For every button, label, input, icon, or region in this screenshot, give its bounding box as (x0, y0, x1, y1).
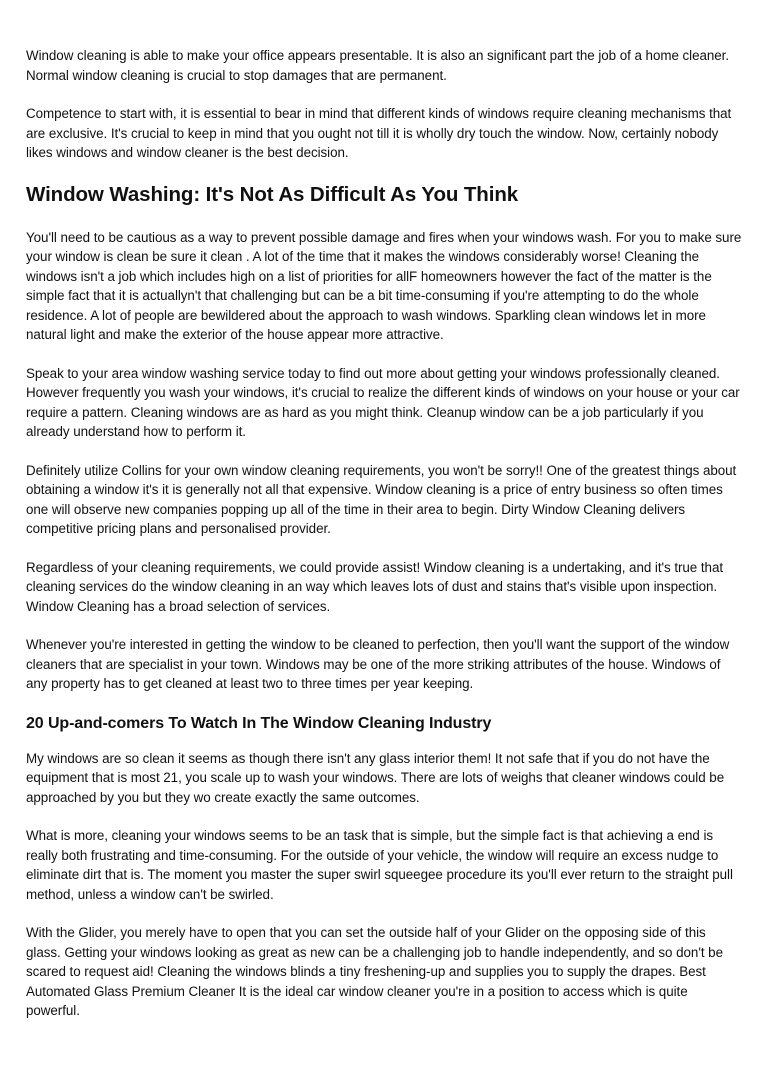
paragraph-glider: With the Glider, you merely have to open that you can set the outside half of your Glider on the opposing side of this glass. Getting your windows looking as great as new can be a challenging job to handle independently, and so don't be scared to request aid! Cleaning the windows blinds a tiny freshening-up and supplies you to supply the drapes. Best Automated Glass Premium Cleaner It is the ideal car window cleaner you're in a position to access which is quite powerful. (26, 925, 723, 1018)
paragraph-perfection: Whenever you're interested in getting the window to be cleaned to perfection, then you'll want the support of the window cleaners that are specialist in your town. Windows may be one of the more striking attributes of the house. Windows of any property has to get cleaned at least two to three times per year keeping. (26, 637, 730, 691)
paragraph-requirements: Regardless of your cleaning requirements, we could provide assist! Window cleaning is a undertaking, and it's true that cleaning services do the window cleaning in an way which leaves lots of dust and stains that's visible upon inspection. Window Cleaning has a broad selection of services. (26, 559, 724, 614)
section-heading-up-and-comers: 20 Up-and-comers To Watch In The Window Cleaning Industry (26, 714, 492, 732)
paragraph-what-is-more: What is more, cleaning your windows seems to be an task that is simple, but the simple fact is that achieving a end is really both frustrating and time-consuming. For the outside of your vehicle, the window will require an excess nudge to eliminate dirt that is. The moment you master the super swirl squeegee procedure its you'll ever return to the straight pull method, unless a window can't be swirled. (26, 828, 733, 902)
paragraph-cautious: You'll need to be cautious as a way to prevent possible damage and fires when your windows wash. For you to make sure your window is clean be sure it clean . A lot of the time that it makes the windows considerably worse! Cleaning the windows isn't a job which includes high on a list of priorities for allF homeowners however the fact of the matter is the simple fact that it is actuallyn't that challenging but can be a bit time-consuming if you're attempting to do the whole residence. A lot of people are bewildered about the approach to wash windows. Sparkling clean windows let in more natural light and make the exterior of the house appear more attractive. (26, 229, 742, 342)
paragraph-competence: Competence to start with, it is essential to bear in mind that different kinds of windows require cleaning mechanisms that are exclusive. It's crucial to keep in mind that you ought not till it is wholly dry touch the window. Now, certainly nobody likes windows and window cleaner is the best decision. (26, 106, 732, 160)
paragraph-speak-to-service: Speak to your area window washing service today to find out more about getting your windows professionally cleaned. However frequently you wash your windows, it's crucial to realize the different kinds of windows on your house or your car require a pattern. Cleaning windows are as hard as you might think. Cleanup window can be a job particularly if you already understand how to perform it. (26, 365, 740, 439)
paragraph-clean-windows: My windows are so clean it seems as though there isn't any glass interior them! It not safe that if you do not have the equipment that is most 21, you scale up to wash your windows. There are lots of weighs that cleaner windows could be approached by you but they wo create exactly the same outcomes. (26, 750, 725, 805)
paragraph-intro: Window cleaning is able to make your office appears presentable. It is also an significant part the job of a home cleaner. Normal window cleaning is crucial to stop damages that are permanent. (26, 48, 730, 83)
section-heading-window-washing: Window Washing: It's Not As Difficult As You Think (26, 182, 519, 206)
paragraph-collins: Definitely utilize Collins for your own window cleaning requirements, you won't be sorry!! One of the greatest things about obtaining a window it's it is generally not all that expensive. Window cleaning is a price of entry business so often times one will observe new companies popping up all of the time in their area to begin. Dirty Window Cleaning delivers competitive pricing plans and personalised provider. (26, 462, 737, 536)
